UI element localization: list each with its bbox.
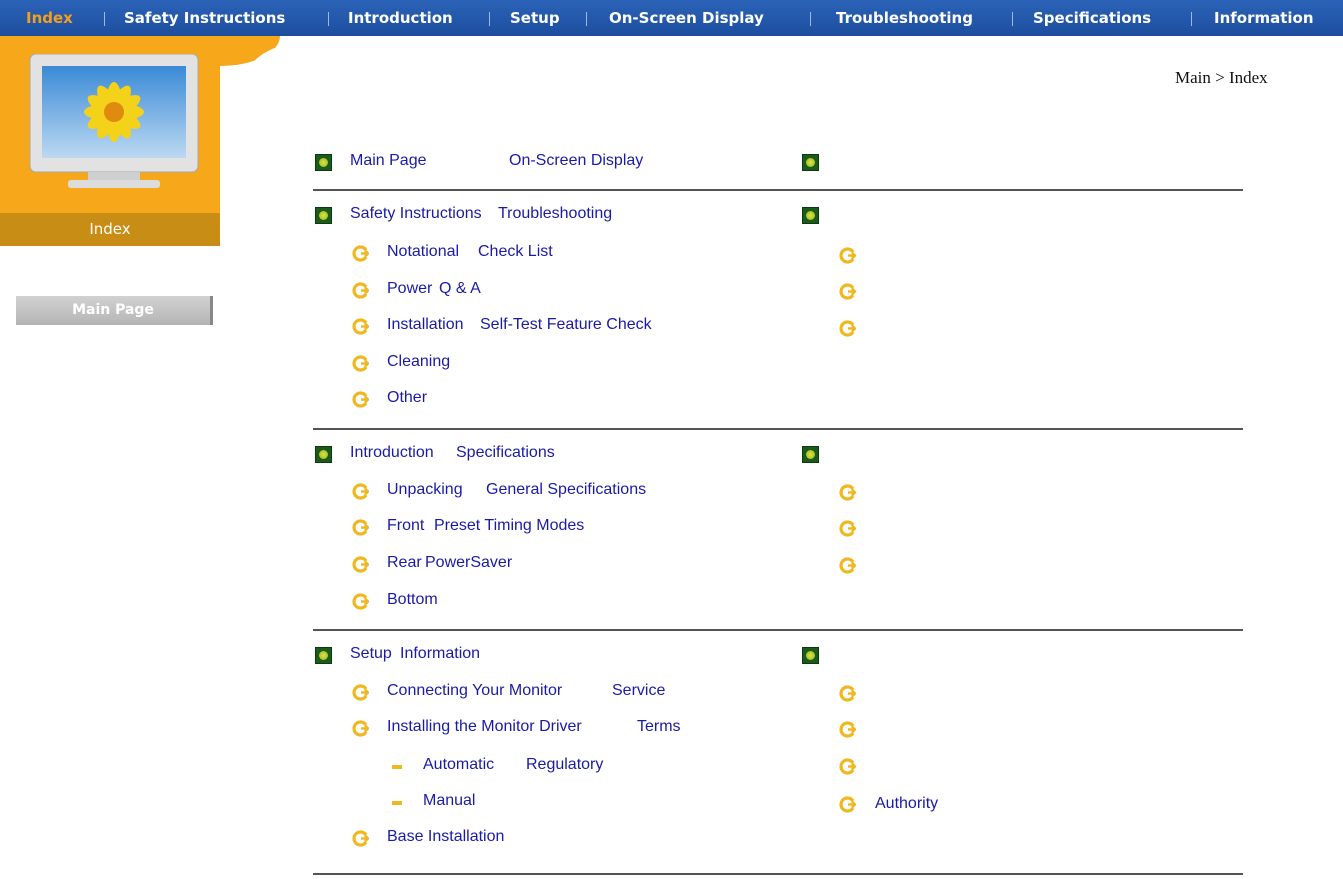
nav-separator [1191,12,1192,26]
section-bullet-icon [802,154,819,171]
arrow-bullet-icon [839,484,856,501]
section-bullet-icon [315,154,332,171]
section-bullet-icon [315,446,332,463]
nav-separator [328,12,329,26]
link-terms[interactable]: Terms [637,718,681,735]
arrow-bullet-icon [352,830,369,847]
link-setup[interactable]: Setup [350,645,392,662]
link-cleaning[interactable]: Cleaning [387,353,451,370]
link-service[interactable]: Service [612,682,666,699]
arrow-bullet-icon [839,685,856,702]
nav-tab-safety-instructions[interactable]: Safety Instructions [124,9,286,27]
link-check-list[interactable]: Check List [478,243,553,260]
divider [313,428,1243,430]
link-manual[interactable]: Manual [423,792,476,809]
breadcrumb: Main > Index [1175,68,1268,87]
link-installation[interactable]: Installation [387,316,464,333]
index-banner [0,36,220,246]
link-front[interactable]: Front [387,517,425,534]
link-rear[interactable]: Rear [387,554,422,571]
nav-tab-specifications[interactable]: Specifications [1033,9,1152,27]
link-information[interactable]: Information [400,645,481,662]
link-specifications[interactable]: Specifications [456,444,555,461]
arrow-bullet-icon [352,391,369,408]
link-authority[interactable]: Authority [875,795,939,812]
top-nav [0,0,1343,36]
link-q-and-a[interactable]: Q & A [439,280,481,297]
link-unpacking[interactable]: Unpacking [387,481,463,498]
arrow-bullet-icon [352,318,369,335]
link-powersaver[interactable]: PowerSaver [425,554,513,571]
divider [313,189,1243,191]
nav-separator [810,12,811,26]
arrow-bullet-icon [839,557,856,574]
index-label: Index [89,220,131,238]
section-bullet-icon [802,207,819,224]
arrow-bullet-icon [352,519,369,536]
nav-tab-setup[interactable]: Setup [510,9,560,27]
arrow-bullet-icon [352,245,369,262]
arrow-bullet-icon [352,720,369,737]
nav-tab-introduction[interactable]: Introduction [348,9,453,27]
link-power[interactable]: Power [387,280,433,297]
dash-bullet-icon [392,765,402,769]
nav-separator [104,12,105,26]
nav-separator [586,12,587,26]
arrow-bullet-icon [839,721,856,738]
link-on-screen-display[interactable]: On-Screen Display [509,152,644,169]
divider [313,873,1243,875]
link-troubleshooting[interactable]: Troubleshooting [498,205,613,222]
arrow-bullet-icon [352,282,369,299]
link-main-page[interactable]: Main Page [350,152,427,169]
dash-bullet-icon [392,801,402,805]
nav-tab-index[interactable]: Index [26,9,73,27]
nav-tab-on-screen-display[interactable]: On-Screen Display [609,9,764,27]
link-notational[interactable]: Notational [387,243,460,260]
link-general-specifications[interactable]: General Specifications [486,481,647,498]
link-bottom[interactable]: Bottom [387,591,438,608]
arrow-bullet-icon [839,320,856,337]
section-bullet-icon [802,446,819,463]
section-bullet-icon [315,207,332,224]
nav-tab-troubleshooting[interactable]: Troubleshooting [836,9,973,27]
arrow-bullet-icon [352,684,369,701]
nav-separator [1012,12,1013,26]
arrow-bullet-icon [352,355,369,372]
link-installing-monitor-driver[interactable]: Installing the Monitor Driver [387,718,582,735]
link-regulatory[interactable]: Regulatory [526,756,604,773]
link-introduction[interactable]: Introduction [350,444,434,461]
arrow-bullet-icon [839,247,856,264]
arrow-bullet-icon [839,758,856,775]
link-self-test-feature-check[interactable]: Self-Test Feature Check [480,316,652,333]
link-safety-instructions[interactable]: Safety Instructions [350,205,482,222]
main-page-button[interactable]: Main Page [16,296,213,325]
arrow-bullet-icon [839,520,856,537]
section-bullet-icon [802,647,819,664]
link-preset-timing-modes[interactable]: Preset Timing Modes [434,517,585,534]
link-base-installation[interactable]: Base Installation [387,828,505,845]
link-connecting-your-monitor[interactable]: Connecting Your Monitor [387,682,563,699]
arrow-bullet-icon [839,796,856,813]
arrow-bullet-icon [352,593,369,610]
nav-tab-information[interactable]: Information [1214,9,1314,27]
link-automatic[interactable]: Automatic [423,756,495,773]
arrow-bullet-icon [352,556,369,573]
section-bullet-icon [315,647,332,664]
divider [313,629,1243,631]
monitor-flower-icon [28,54,200,189]
arrow-bullet-icon [839,283,856,300]
arrow-bullet-icon [352,483,369,500]
nav-separator [489,12,490,26]
link-other[interactable]: Other [387,389,428,406]
